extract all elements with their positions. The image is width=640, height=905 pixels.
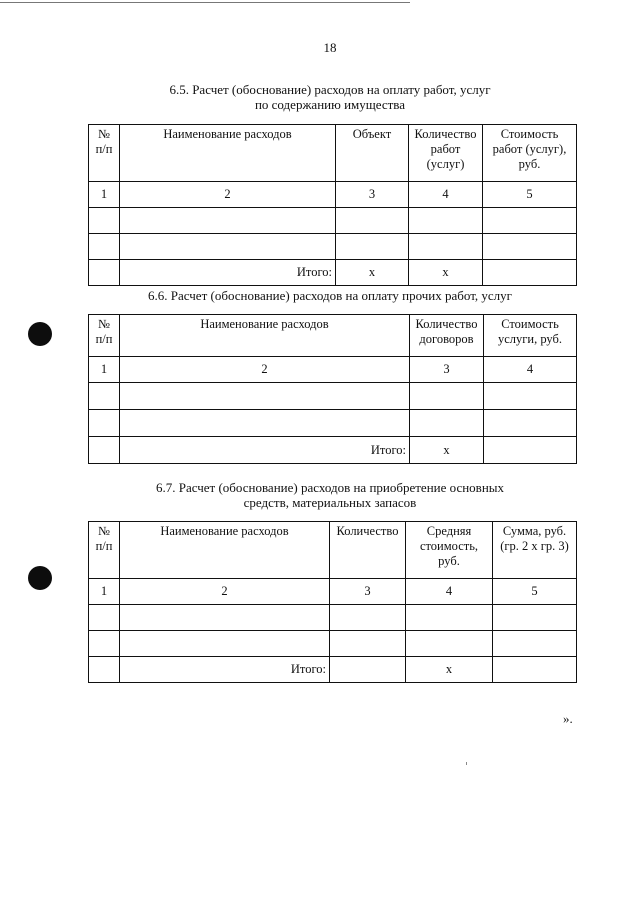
table-cell xyxy=(120,631,330,657)
col-number-1: 1 xyxy=(89,357,120,383)
table-cell xyxy=(120,234,336,260)
table-cell xyxy=(336,234,409,260)
table-cell xyxy=(409,208,483,234)
table-cell xyxy=(89,605,120,631)
section-6-5-title xyxy=(70,82,590,112)
col-header-quantity: Количество работ (услуг) xyxy=(409,125,483,182)
total-cell-contracts: x xyxy=(410,437,484,464)
col-header-number: № п/п xyxy=(89,125,120,182)
table-cell xyxy=(120,208,336,234)
table-cell xyxy=(89,631,120,657)
table-cell xyxy=(89,437,120,464)
col-number-4: 4 xyxy=(409,182,483,208)
col-header-contracts: Количество договоров xyxy=(410,315,484,357)
table-cell xyxy=(409,234,483,260)
section-6-6-title-line1: 6.6. Расчет (обоснование) расходов на оплату прочих работ, услуг xyxy=(148,288,512,303)
col-header-sum: Сумма, руб. (гр. 2 х гр. 3) xyxy=(493,522,577,579)
col-header-cost: Стоимость услуги, руб. xyxy=(484,315,577,357)
total-cell-quantity xyxy=(330,657,406,683)
total-cell-sum xyxy=(493,657,577,683)
col-header-number: № п/п xyxy=(89,522,120,579)
total-label: Итого: xyxy=(120,260,336,286)
section-6-7-title-line2: средств, материальных запасов xyxy=(243,495,417,510)
table-cell xyxy=(483,208,577,234)
table-cell xyxy=(120,410,410,437)
col-number-5: 5 xyxy=(493,579,577,605)
table-cell xyxy=(89,208,120,234)
section-6-7-title xyxy=(70,480,590,510)
col-header-object: Объект xyxy=(336,125,409,182)
col-number-3: 3 xyxy=(330,579,406,605)
table-cell xyxy=(493,605,577,631)
total-label: Итого: xyxy=(120,437,410,464)
table-6-5 xyxy=(88,124,577,286)
table-numbering-row xyxy=(89,357,577,383)
total-cell-cost xyxy=(483,260,577,286)
col-header-quantity: Количество xyxy=(330,522,406,579)
table-cell xyxy=(89,260,120,286)
table-cell xyxy=(406,605,493,631)
table-header-row xyxy=(89,125,577,182)
total-label: Итого: xyxy=(120,657,330,683)
punch-hole-icon xyxy=(28,566,52,590)
table-cell xyxy=(89,410,120,437)
table-cell xyxy=(120,383,410,410)
scan-speck xyxy=(466,762,467,765)
section-6-7-title-line1: 6.7. Расчет (обоснование) расходов на приобретение основных xyxy=(155,480,505,495)
col-number-2: 2 xyxy=(120,357,410,383)
total-cell-cost xyxy=(484,437,577,464)
table-cell xyxy=(89,383,120,410)
table-row xyxy=(89,208,577,234)
col-number-1: 1 xyxy=(89,182,120,208)
table-total-row xyxy=(89,657,577,683)
total-cell-avg-cost: x xyxy=(406,657,493,683)
scan-top-line xyxy=(0,2,410,3)
table-cell xyxy=(406,631,493,657)
punch-hole-icon xyxy=(28,322,52,346)
col-header-name: Наименование расходов xyxy=(120,315,410,357)
total-cell-quantity: x xyxy=(409,260,483,286)
table-6-7 xyxy=(88,521,577,683)
table-cell xyxy=(483,234,577,260)
table-cell xyxy=(484,410,577,437)
table-row xyxy=(89,631,577,657)
page-number: 18 xyxy=(323,40,337,55)
table-row xyxy=(89,605,577,631)
col-header-number: № п/п xyxy=(89,315,120,357)
table-cell xyxy=(89,234,120,260)
table-cell xyxy=(120,605,330,631)
col-header-name: Наименование расходов xyxy=(120,125,336,182)
table-total-row xyxy=(89,260,577,286)
table-cell xyxy=(484,383,577,410)
col-header-avg-cost: Средняя стоимость, руб. xyxy=(406,522,493,579)
section-6-5-title-line2: по содержанию имущества xyxy=(254,97,406,112)
section-6-6-title xyxy=(70,288,590,303)
table-cell xyxy=(330,631,406,657)
table-numbering-row xyxy=(89,182,577,208)
col-number-4: 4 xyxy=(484,357,577,383)
table-row xyxy=(89,410,577,437)
col-number-3: 3 xyxy=(336,182,409,208)
table-header-row xyxy=(89,522,577,579)
table-cell xyxy=(410,410,484,437)
total-cell-object: x xyxy=(336,260,409,286)
col-number-5: 5 xyxy=(483,182,577,208)
table-cell xyxy=(336,208,409,234)
col-number-4: 4 xyxy=(406,579,493,605)
col-number-1: 1 xyxy=(89,579,120,605)
col-header-name: Наименование расходов xyxy=(120,522,330,579)
col-header-cost: Стоимость работ (услуг), руб. xyxy=(483,125,577,182)
closing-quote-mark: ». xyxy=(563,711,573,726)
table-row xyxy=(89,383,577,410)
table-6-6 xyxy=(88,314,577,464)
table-numbering-row xyxy=(89,579,577,605)
table-row xyxy=(89,234,577,260)
table-total-row xyxy=(89,437,577,464)
col-number-2: 2 xyxy=(120,182,336,208)
table-cell xyxy=(89,657,120,683)
col-number-2: 2 xyxy=(120,579,330,605)
table-cell xyxy=(410,383,484,410)
table-cell xyxy=(493,631,577,657)
table-header-row xyxy=(89,315,577,357)
section-6-5-title-line1: 6.5. Расчет (обоснование) расходов на оплату работ, услуг xyxy=(169,82,491,97)
table-cell xyxy=(330,605,406,631)
col-number-3: 3 xyxy=(410,357,484,383)
